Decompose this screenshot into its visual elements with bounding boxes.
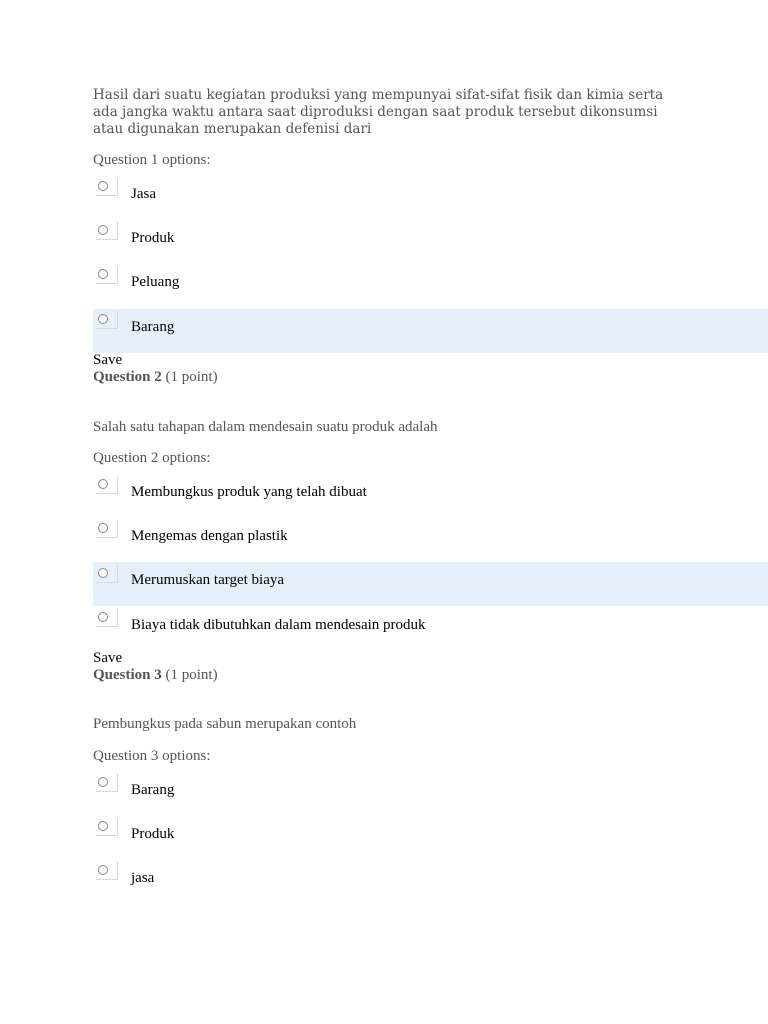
radio-circle-icon	[98, 865, 108, 875]
question-2-points: (1 point)	[165, 369, 218, 385]
radio-button[interactable]	[96, 818, 118, 836]
radio-button[interactable]	[96, 565, 118, 583]
option-label: Barang	[131, 319, 175, 335]
question-2-options-label: Question 2 options:	[93, 450, 211, 466]
radio-circle-icon	[98, 479, 108, 489]
option-label: Barang	[131, 782, 175, 798]
question-1-save-link[interactable]: Save	[93, 352, 123, 368]
radio-circle-icon	[98, 314, 108, 324]
question-3-option-1[interactable]	[93, 774, 768, 818]
radio-button[interactable]	[96, 520, 118, 538]
radio-button[interactable]	[96, 862, 118, 880]
option-label: Peluang	[131, 274, 180, 290]
option-label: Produk	[131, 826, 175, 842]
question-2-option-3[interactable]	[93, 562, 768, 606]
question-1-text: Hasil dari suatu kegiatan produksi yang mempunyai sifat-sifat fisik dan kimia serta ada jangka waktu antara saat diproduksi dengan saat produk tersebut dikonsumsi atau digunakan merupakan defenisi dari	[93, 87, 664, 137]
question-1-option-4[interactable]	[93, 309, 768, 353]
radio-circle-icon	[98, 612, 108, 622]
question-2-text: Salah satu tahapan dalam mendesain suatu produk adalah	[93, 419, 438, 435]
radio-button[interactable]	[96, 774, 118, 792]
question-3-points: (1 point)	[165, 667, 218, 683]
radio-circle-icon	[98, 523, 108, 533]
option-label: Membungkus produk yang telah dibuat	[131, 484, 367, 500]
option-label: Biaya tidak dibutuhkan dalam mendesain produk	[131, 617, 426, 633]
question-3-title: Question 3	[93, 667, 162, 683]
option-label: Mengemas dengan plastik	[131, 528, 288, 544]
option-label: Jasa	[131, 186, 156, 202]
question-2-title: Question 2	[93, 369, 162, 385]
radio-circle-icon	[98, 821, 108, 831]
question-2-header	[93, 369, 218, 386]
radio-circle-icon	[98, 225, 108, 235]
radio-button[interactable]	[96, 476, 118, 494]
radio-circle-icon	[98, 568, 108, 578]
question-3-header	[93, 667, 218, 684]
question-1-option-2[interactable]	[93, 222, 768, 266]
question-1-option-3[interactable]	[93, 266, 768, 310]
radio-button[interactable]	[96, 311, 118, 329]
question-3-option-2[interactable]	[93, 818, 768, 862]
option-label: Merumuskan target biaya	[131, 572, 285, 588]
option-label: jasa	[131, 870, 155, 886]
radio-button[interactable]	[96, 609, 118, 627]
question-2-option-1[interactable]	[93, 476, 768, 520]
question-2-option-4[interactable]	[93, 609, 768, 653]
radio-button[interactable]	[96, 266, 118, 284]
radio-circle-icon	[98, 269, 108, 279]
radio-button[interactable]	[96, 178, 118, 196]
question-2-save-link[interactable]: Save	[93, 650, 123, 666]
question-1-option-1[interactable]	[93, 178, 768, 222]
option-label: Produk	[131, 230, 175, 246]
question-3-text: Pembungkus pada sabun merupakan contoh	[93, 716, 357, 732]
radio-circle-icon	[98, 777, 108, 787]
question-3-options-label: Question 3 options:	[93, 748, 211, 764]
radio-button[interactable]	[96, 222, 118, 240]
question-2-option-2[interactable]	[93, 520, 768, 564]
question-1-options-label: Question 1 options:	[93, 152, 211, 168]
question-3-option-3[interactable]	[93, 862, 768, 906]
radio-circle-icon	[98, 181, 108, 191]
